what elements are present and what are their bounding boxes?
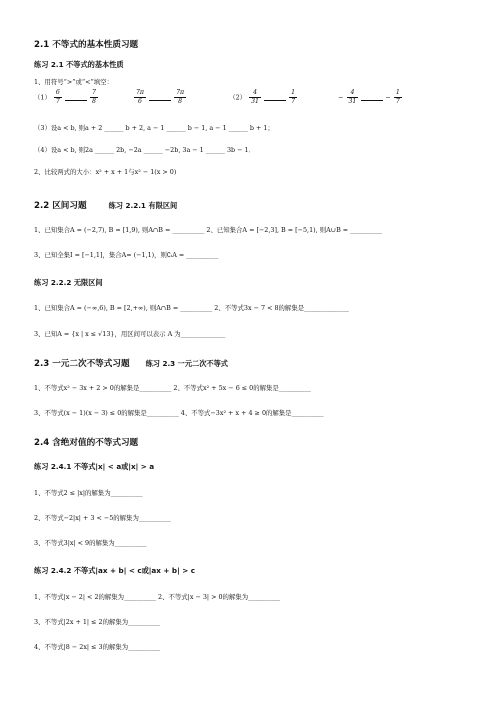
exercise-2-2-2-title: 练习 2.2.2 无限区间 bbox=[34, 278, 103, 287]
section-2-3-heading: 2.3 一元二次不等式习题 练习 2.3 一元二次不等式 bbox=[34, 359, 228, 369]
section-2-3-q1-q2: 1、不等式x² − 3x + 2 > 0的解集是__________ 2、不等式x² + 5x − 6 ≤ 0的解集是__________ bbox=[34, 384, 311, 392]
section-2-2-heading: 2.2 区间习题 练习 2.2.1 有限区间 bbox=[34, 201, 178, 211]
question-1-prompt: 1、用符号“>”或“<”填空： bbox=[34, 78, 113, 86]
item-2-label: （2） bbox=[229, 93, 247, 102]
section-2-4-2-q1-q2: 1、不等式|x − 2| < 2的解集为__________ 2、不等式|x − 3| > 0的解集为__________ bbox=[34, 593, 281, 601]
question-1-fraction-row bbox=[34, 89, 403, 106]
question-1-item-4: （4）设a < b, 则2a ______ 2b, −2a ______ −2b, 3a − 1 ______ 3b − 1． bbox=[34, 146, 256, 154]
question-1-item-3: （3）设a < b, 则a + 2 ______ b + 2, a − 1 ______ b − 1, a − 1 ______ b + 1； bbox=[34, 124, 274, 132]
answer-blank[interactable] bbox=[65, 94, 87, 101]
fraction-4-31-b: $\frac{4}{31}$ bbox=[348, 89, 357, 105]
exercise-2-4-1-title: 练习 2.4.1 不等式|x| < a或|x| > a bbox=[34, 462, 155, 471]
section-2-1-heading: 2.1 不等式的基本性质习题 bbox=[34, 40, 139, 50]
section-2-4-2-q4: 4、不等式|8 − 2x| ≤ 3的解集为__________ bbox=[34, 643, 161, 651]
section-2-2-2-q1-q2: 1、已知集合A = (−∞,6), B = [2,+∞), 则A∩B = __________ 2、不等式3x − 7 < 8的解集是______________ bbox=[34, 304, 349, 312]
minus-sign: − bbox=[338, 93, 344, 102]
section-2-2-q3: 3、已知全集I = [−1,1]，集合A= (−1,1)，则∁ᵢA = __________ bbox=[34, 251, 219, 259]
section-2-2-2-q3: 3、已知A = {x | x ≤ √13}，用区间可以表示 A 为______________ bbox=[34, 330, 226, 338]
fraction-7-8: $\frac{7}{8}$ bbox=[91, 89, 96, 105]
section-2-4-1-q2: 2、不等式−2|x| + 3 < −5的解集为__________ bbox=[34, 514, 171, 522]
fraction-6-7: $\frac{6}{7}$ bbox=[55, 89, 60, 105]
answer-blank[interactable] bbox=[264, 94, 286, 101]
section-2-4-1-q3: 3、不等式3|x| < 9的解集为__________ bbox=[34, 539, 147, 547]
answer-blank[interactable] bbox=[149, 94, 171, 101]
item-1-label: （1） bbox=[34, 93, 51, 102]
section-2-3-q3-q4: 3、不等式(x − 1)(x − 3) ≤ 0的解集是__________ 4、不等式−3x² + x + 4 ≥ 0的解集是__________ bbox=[34, 409, 324, 417]
answer-blank[interactable] bbox=[361, 94, 383, 101]
exercise-2-1-title: 练习 2.1 不等式的基本性质 bbox=[34, 60, 124, 69]
question-2: 2、比较两式的大小：x² + x + 1与x² − 1(x > 0) bbox=[34, 168, 177, 176]
section-2-2-q1-q2: 1、已知集合A = (−2,7), B = [1,9), 则A∩B = __________ 2、已知集合A = [−2,3], B = [−5,1), 则A∪B = __________ bbox=[34, 226, 383, 234]
section-2-4-2-q3: 3、不等式|2x + 1| ≤ 2的解集为__________ bbox=[34, 618, 161, 626]
fraction-1-7: $\frac{1}{7}$ bbox=[291, 89, 295, 105]
minus-sign: − bbox=[385, 93, 391, 102]
fraction-7pi-6: $\frac{7\pi}{6}$ bbox=[135, 89, 144, 105]
section-2-4-heading: 2.4 含绝对值的不等式习题 bbox=[34, 438, 139, 448]
exercise-2-4-2-title: 练习 2.4.2 不等式|ax + b| < c或|ax + b| > c bbox=[34, 566, 195, 575]
fraction-7pi-8: $\frac{7\pi}{8}$ bbox=[176, 89, 185, 105]
fraction-4-31: $\frac{4}{31}$ bbox=[251, 89, 259, 105]
section-2-4-1-q1: 1、不等式2 ≤ |x|的解集为__________ bbox=[34, 489, 143, 497]
fraction-1-7-b: $\frac{1}{7}$ bbox=[395, 89, 400, 105]
